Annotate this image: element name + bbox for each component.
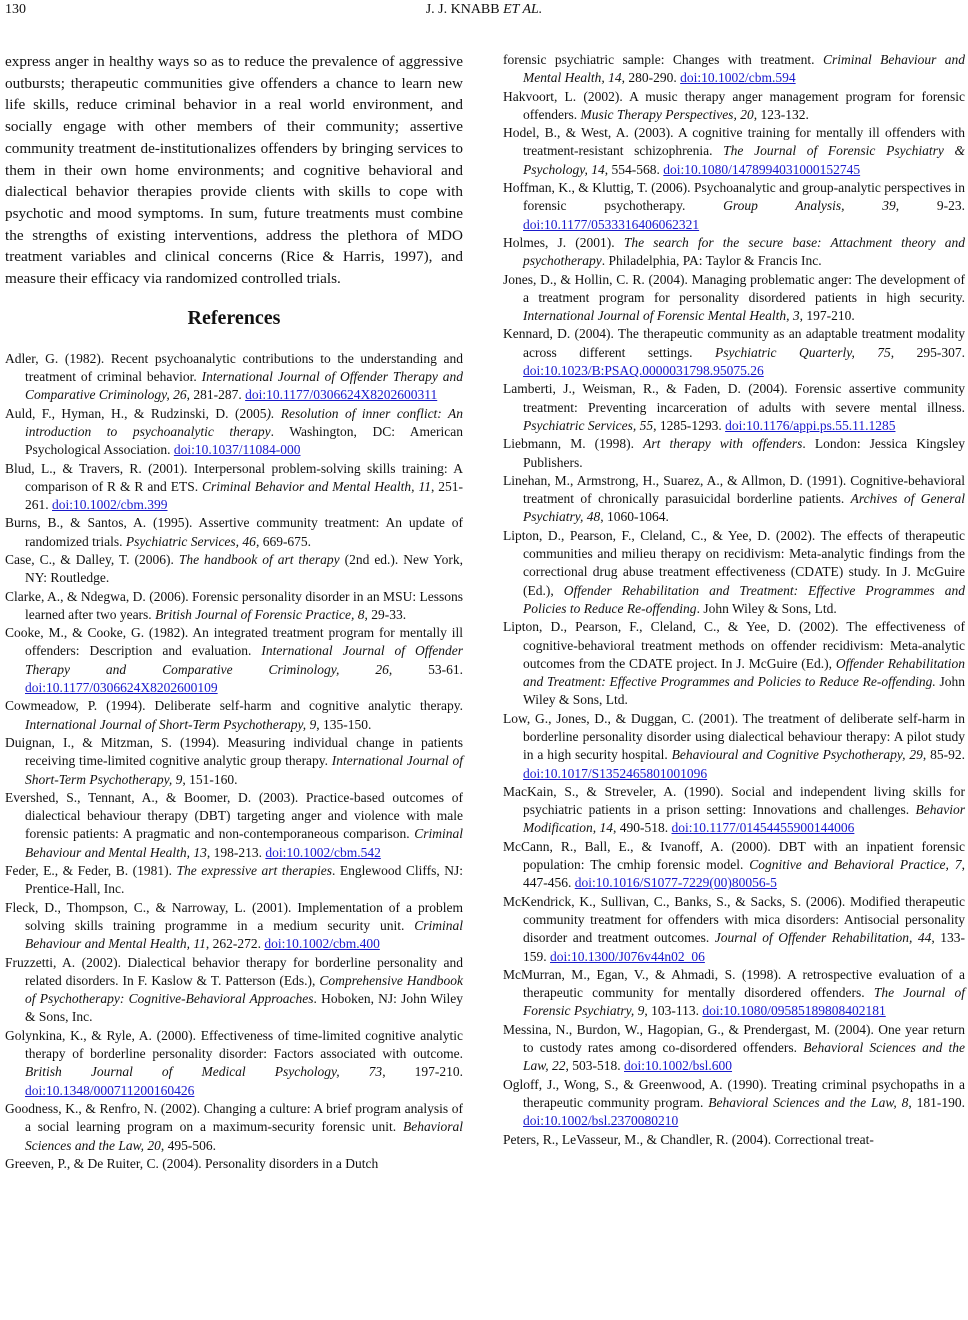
reference-text: Holmes, J. (2001).	[503, 234, 624, 250]
reference-entry	[503, 783, 965, 838]
reference-text: , 1285-1293.	[653, 417, 726, 433]
right-column	[503, 51, 965, 1149]
reference-source: International Journal of Offender Therapy and Comparative Criminology, 26	[25, 369, 463, 403]
doi-link[interactable]: doi:10.1177/0306624X8202600109	[25, 680, 218, 696]
reference-entry	[503, 618, 965, 709]
reference-entry	[5, 789, 463, 862]
running-head-author: J. J. KNABB	[425, 2, 500, 17]
reference-source: Psychiatric Quarterly, 75	[715, 344, 891, 360]
reference-entry	[5, 734, 463, 789]
doi-link[interactable]: doi:10.1002/cbm.542	[265, 844, 381, 860]
reference-entry	[503, 472, 965, 527]
reference-text: Liebmann, M. (1998).	[503, 436, 644, 452]
reference-source: British Journal of Forensic Practice, 8	[155, 606, 365, 622]
reference-text: , 262-272.	[205, 936, 265, 952]
reference-text: Adler, G. (1982). Recent psychoanalytic contributions to the understanding and treatment of criminal behavior.	[5, 350, 463, 385]
reference-source: The Journal of Forensic Psychiatry & Psychology, 14	[523, 143, 965, 177]
reference-entry	[5, 350, 463, 405]
reference-text: Ogloff, J., Wong, S., & Greenwood, A. (1990). Treating criminal psychopaths in a therapeutic community program.	[503, 1076, 965, 1110]
reference-text: Lipton, D., Pearson, F., Cleland, C., & Yee, D. (2002). The effectiveness of cognitive-behavioral treatment methods on offender recidivism: Meta-analytic outcomes from the CDATE project. In J. McGuire (Ed.),	[503, 619, 965, 671]
reference-entry	[5, 514, 463, 551]
reference-text: Hakvoort, L. (2002). A music therapy anger management program for forensic offenders.	[503, 88, 965, 122]
reference-entry	[5, 405, 463, 460]
reference-text: . Hoboken, NJ: John Wiley & Sons, Inc.	[25, 991, 463, 1025]
reference-text: . Englewood Cliffs, NJ: Prentice-Hall, Inc.	[25, 863, 464, 897]
doi-link[interactable]: doi:10.1002/cbm.594	[680, 70, 796, 86]
reference-text: , 123-132.	[753, 106, 809, 122]
reference-text: , 151-160.	[182, 771, 238, 787]
reference-source: Behavior Modification, 14	[523, 802, 965, 836]
reference-source: International Journal of Offender Therapy and Comparative Criminology, 26	[25, 643, 464, 677]
reference-text: , 281-287.	[186, 387, 246, 403]
reference-entry	[5, 1100, 463, 1155]
references-heading: References	[187, 306, 281, 329]
reference-text: , 490-518.	[613, 820, 672, 836]
doi-link[interactable]: doi:10.1037/11084-000	[173, 442, 301, 458]
reference-entry	[503, 966, 965, 1021]
reference-text: McMurran, M., Egan, V., & Ahmadi, S. (1998). A retrospective evaluation of a therapeutic community for mentally disordered offenders.	[503, 966, 965, 1001]
reference-text: Clarke, A., & Ndegwa, D. (2006). Forensic personality disorder in an MSU: Lessons learned after two years.	[5, 588, 463, 622]
reference-source: International Journal of Short-Term Psychotherapy, 9	[25, 753, 463, 787]
reference-text: MacKain, S., & Streveler, A. (1990). Social and independent living skills for psychiatric patients in a prison setting: Innovations and challenges.	[503, 783, 965, 818]
reference-entry	[5, 588, 463, 625]
reference-text: Feder, E., & Feder, B. (1981).	[5, 863, 177, 879]
reference-entry	[5, 954, 463, 1027]
reference-entry	[503, 234, 965, 271]
reference-text: . John Wiley & Sons, Ltd.	[696, 600, 837, 616]
reference-entry	[503, 838, 965, 893]
reference-text: , 495-506.	[160, 1137, 216, 1153]
left-column	[5, 51, 463, 1173]
reference-source: The search for the secure base: Attachment theory and psychotherapy	[523, 234, 965, 269]
reference-text: Burns, B., & Santos, A. (1995). Assertive community treatment: An update of randomized trials.	[5, 515, 463, 549]
reference-entry	[503, 380, 965, 435]
right-references-list	[503, 51, 965, 1149]
reference-text: , 447-456.	[523, 857, 965, 891]
reference-text: Fruzzetti, A. (2002). Dialectical behavior therapy for borderline personality and related disorders. In F. Kaslow & T. Patterson (Eds.),	[5, 954, 463, 988]
reference-text: Greeven, P., & De Ruiter, C. (2004). Personality disorders in a Dutch	[5, 1155, 379, 1171]
reference-source: Psychiatric Services, 46	[125, 533, 256, 549]
reference-text: Hoffman, K., & Kluttig, T. (2006). Psychoanalytic and group-analytic perspectives in forensic psychotherapy.	[503, 180, 965, 214]
reference-text: Golynkina, K., & Ryle, A. (2000). Effectiveness of time-limited cognitive analytic therapy of borderline personality disorder: Factors associated with outcome.	[5, 1027, 463, 1062]
reference-entry	[503, 179, 965, 234]
reference-entry	[503, 88, 965, 125]
reference-source: Journal of Offender Rehabilitation, 44	[714, 930, 932, 946]
doi-link[interactable]: doi:10.1016/S1077-7229(00)80056-5	[574, 875, 777, 891]
reference-text: , 103-113.	[644, 1003, 703, 1019]
reference-text: (2nd ed.). New York, NY: Routledge.	[25, 552, 463, 586]
reference-text: , 85-92.	[922, 747, 966, 763]
doi-link[interactable]: doi:10.1176/appi.ps.55.11.1285	[725, 417, 896, 433]
reference-text: Cooke, M., & Cooke, G. (1982). An integrated treatment program for mentally ill offenders: Description and evaluation.	[5, 625, 463, 659]
running-head	[0, 2, 968, 18]
reference-source: The expressive art therapies	[176, 863, 332, 879]
reference-text: Duignan, I., & Mitzman, S. (1994). Measuring individual change in patients receiving time-limited cognitive analytic group therapy.	[5, 734, 463, 769]
reference-source: International Journal of Short-Term Psychotherapy, 9	[25, 716, 317, 732]
reference-source: Psychiatric Services, 55	[523, 417, 654, 433]
reference-text: , 295-307.	[890, 344, 966, 360]
doi-link[interactable]: doi:10.1177/01454455900144006	[671, 820, 855, 836]
reference-text: , 280-290.	[621, 70, 681, 86]
reference-entry	[5, 624, 463, 697]
reference-text: Case, C., & Dalley, T. (2006).	[5, 552, 179, 567]
reference-text: , 197-210.	[382, 1064, 464, 1080]
running-head-etal: ET AL.	[503, 2, 543, 17]
reference-source: Offender Rehabilitation and Treatment: Effective Programmes and Policies to Reduce Re-offending	[523, 582, 965, 616]
reference-source: Offender Rehabilitation and Treatment: Effective Programmes and Policies to Reduce Re-offending.	[523, 655, 965, 690]
reference-text: , 181-190.	[908, 1094, 965, 1110]
reference-entry	[503, 1021, 965, 1076]
doi-link[interactable]: doi:10.1017/S1352465801001096	[523, 765, 708, 781]
reference-entry	[503, 51, 965, 88]
reference-text: McCann, R., Ball, E., & Ivanoff, A. (2000). DBT with an inpatient forensic population: The cmhip forensic model.	[503, 838, 965, 873]
body-paragraph: express anger in healthy ways so as to reduce the prevalence of aggressive outbursts; therapeutic communities give offenders a chance to learn new life skills, reduce criminal behavior in a real world environment, and socially engage with other members of their community; assertive community treatment de-institutionalizes offenders by bringing services to them in their own home environments; and cognitive behavioral and dialectical behavior therapies provide clients with skills to cope with psychotic and mood symptoms. In sum, future treatments must combine the strengths of existing interventions, address the plethora of MDO treatment variables and clinical concerns (Rice & Harris, 1997), and measure their efficacy via randomized controlled trials.	[5, 53, 463, 288]
reference-source: ). Resolution of inner conflict: An introduction to psychoanalytic therapy	[25, 405, 463, 439]
reference-text: , 1060-1064.	[600, 509, 669, 525]
reference-entry	[5, 460, 463, 515]
reference-text: Messina, N., Burdon, W., Hagopian, G., & Prendergast, M. (2004). One year return to custody rates among co-disordered offenders.	[503, 1021, 965, 1056]
doi-link[interactable]: doi:10.1002/bsl.2370080210	[523, 1113, 679, 1129]
reference-source: Behavioural and Cognitive Psychotherapy, 29	[671, 747, 923, 763]
doi-link[interactable]: doi:10.1023/B:PSAQ.0000031798.95075.26	[523, 363, 764, 379]
reference-text: . Washington, DC: American Psychological Association.	[25, 423, 463, 458]
reference-entry	[503, 271, 965, 326]
reference-text: Hodel, B., & West, A. (2003). A cognitive training for mentally ill offenders with treatment-resistant schizophrenia.	[503, 125, 965, 159]
reference-entry	[503, 435, 965, 472]
reference-entry	[503, 893, 965, 966]
reference-text: , 198-213.	[206, 844, 266, 860]
reference-entry	[503, 124, 965, 179]
doi-link[interactable]: doi:10.1002/cbm.399	[52, 497, 168, 513]
reference-source: Archives of General Psychiatry, 48	[523, 491, 966, 525]
reference-text: , 251-261.	[25, 478, 464, 513]
reference-source: The handbook of art therapy	[178, 552, 340, 567]
reference-entry	[5, 1155, 463, 1173]
reference-text: , 133-159.	[523, 930, 965, 964]
reference-source: British Journal of Medical Psychology, 73	[25, 1064, 383, 1080]
reference-entry	[5, 899, 463, 954]
reference-text: . London: Jessica Kingsley Publishers.	[523, 436, 965, 470]
reference-source: Criminal Behaviour and Mental Health, 11	[25, 917, 463, 952]
reference-text: , 197-210.	[799, 308, 855, 324]
reference-text: Auld, F., Hyman, H., & Rudzinski, D. (2005	[5, 405, 267, 421]
reference-text: Cowmeadow, P. (1994). Deliberate self-harm and cognitive analytic therapy.	[5, 698, 463, 714]
reference-text: Evershed, S., Tennant, A., & Boomer, D. (2003). Practice-based outcomes of dialectical behaviour therapy (DBT) targeting anger and violence with male forensic patients: A pragmatic and non-contemporaneous comparison.	[5, 789, 463, 842]
reference-entry	[503, 325, 965, 380]
reference-source: Behavioral Sciences and the Law, 22	[523, 1040, 966, 1074]
reference-text: Lamberti, J., Weisman, R., & Faden, D. (2004). Forensic assertive community treatment: Preventing incarceration of adults with severe mental illness.	[503, 381, 965, 415]
reference-text: , 135-150.	[316, 716, 372, 732]
page-number: 130	[5, 2, 26, 17]
reference-text: , 53-61.	[388, 661, 463, 677]
doi-link[interactable]: doi:10.1177/0306624X8202600311	[245, 387, 438, 403]
reference-text: Blud, L., & Travers, R. (2001). Interpersonal problem-solving skills training: A comparison of R & R and ETS.	[5, 460, 463, 494]
reference-text: Linehan, M., Armstrong, H., Suarez, A., & Allmon, D. (1991). Cognitive-behavioral treatment of chronically parasuicidal borderline patients.	[503, 472, 965, 507]
reference-text: Fleck, D., Thompson, C., & Narroway, L. (2001). Implementation of a problem solving skills training programme in a medium security unit.	[5, 899, 463, 933]
reference-source: Criminal Behaviour and Mental Health, 14	[523, 52, 965, 86]
doi-link[interactable]: doi:10.1002/cbm.400	[264, 936, 380, 952]
reference-text: forensic psychiatric sample: Changes with treatment.	[503, 52, 823, 67]
reference-entry	[503, 527, 965, 618]
reference-entry	[503, 1131, 965, 1149]
reference-source: Art therapy with offenders	[643, 436, 803, 452]
reference-text: Kennard, D. (2004). The therapeutic community as an adaptable treatment modality across different settings.	[503, 326, 965, 360]
reference-text: , 9-23.	[895, 198, 965, 214]
reference-source: International Journal of Forensic Mental Health, 3	[523, 308, 800, 324]
left-references-list	[5, 350, 463, 1173]
reference-text: , 29-33.	[364, 606, 407, 622]
reference-text: Peters, R., LeVasseur, M., & Chandler, R. (2004). Correctional treat-	[503, 1131, 874, 1147]
doi-link[interactable]: doi:10.1080/09585189808402181	[702, 1003, 886, 1019]
reference-entry	[503, 1076, 965, 1131]
reference-source: Criminal Behavior and Mental Health, 11	[202, 478, 431, 494]
reference-source: Behavioral Sciences and the Law, 20	[25, 1119, 463, 1153]
doi-link[interactable]: doi:10.1002/bsl.600	[624, 1058, 733, 1074]
doi-link[interactable]: doi:10.1348/000711200160426	[25, 1082, 195, 1098]
reference-text: McKendrick, K., Sullivan, C., Banks, S., & Sacks, S. (2006). Modified therapeutic community treatment for offenders with mica disorders: Antisocial personality disorder and treatment outcomes.	[503, 893, 965, 946]
reference-source: Criminal Behaviour and Mental Health, 13	[25, 826, 463, 860]
reference-text: John Wiley & Sons, Ltd.	[523, 674, 965, 708]
reference-text: , 503-518.	[565, 1058, 625, 1074]
reference-text: Jones, D., & Hollin, C. R. (2004). Managing problematic anger: The development of a treatment program for personality disordered patients in high security.	[503, 271, 965, 305]
reference-entry	[503, 710, 965, 783]
reference-source: Cognitive and Behavioral Practice, 7	[749, 857, 962, 873]
reference-entry	[5, 551, 463, 588]
reference-entry	[5, 1027, 463, 1100]
reference-source: Group Analysis, 39	[723, 198, 896, 214]
reference-source: Comprehensive Handbook of Psychotherapy: Cognitive-Behavioral Approaches	[25, 972, 463, 1007]
doi-link[interactable]: doi:10.1080/1478994031000152745	[663, 161, 861, 177]
reference-text: , 554-568.	[604, 161, 664, 177]
reference-source: Behavioral Sciences and the Law, 8	[708, 1094, 909, 1110]
doi-link[interactable]: doi:10.1177/0533316406062321	[523, 216, 700, 232]
reference-text: , 669-675.	[255, 533, 312, 549]
doi-link[interactable]: doi:10.1300/J076v44n02_06	[550, 948, 705, 964]
reference-text: Goodness, K., & Renfro, N. (2002). Changing a culture: A brief program analysis of a social learning program on a maximum-security forensic unit.	[5, 1100, 463, 1135]
reference-text: Lipton, D., Pearson, F., Cleland, C., & Yee, D. (2002). The effects of therapeutic communities and milieu therapy on recidivism: Meta-analytic findings from the correctional drug abuse treatment effectiveness (CDATE) study. In J. McGuire (Ed.),	[503, 527, 965, 598]
reference-entry	[5, 862, 463, 899]
reference-text: Low, G., Jones, D., & Duggan, C. (2001). The treatment of deliberate self-harm in borderline personality disorder using dialectical behaviour therapy: A pilot study in a high security hospital.	[503, 710, 965, 763]
reference-source: Music Therapy Perspectives, 20	[580, 106, 754, 122]
reference-entry	[5, 697, 463, 734]
reference-text: . Philadelphia, PA: Taylor & Francis Inc.	[601, 253, 822, 269]
reference-source: The Journal of Forensic Psychiatry, 9	[523, 985, 965, 1019]
